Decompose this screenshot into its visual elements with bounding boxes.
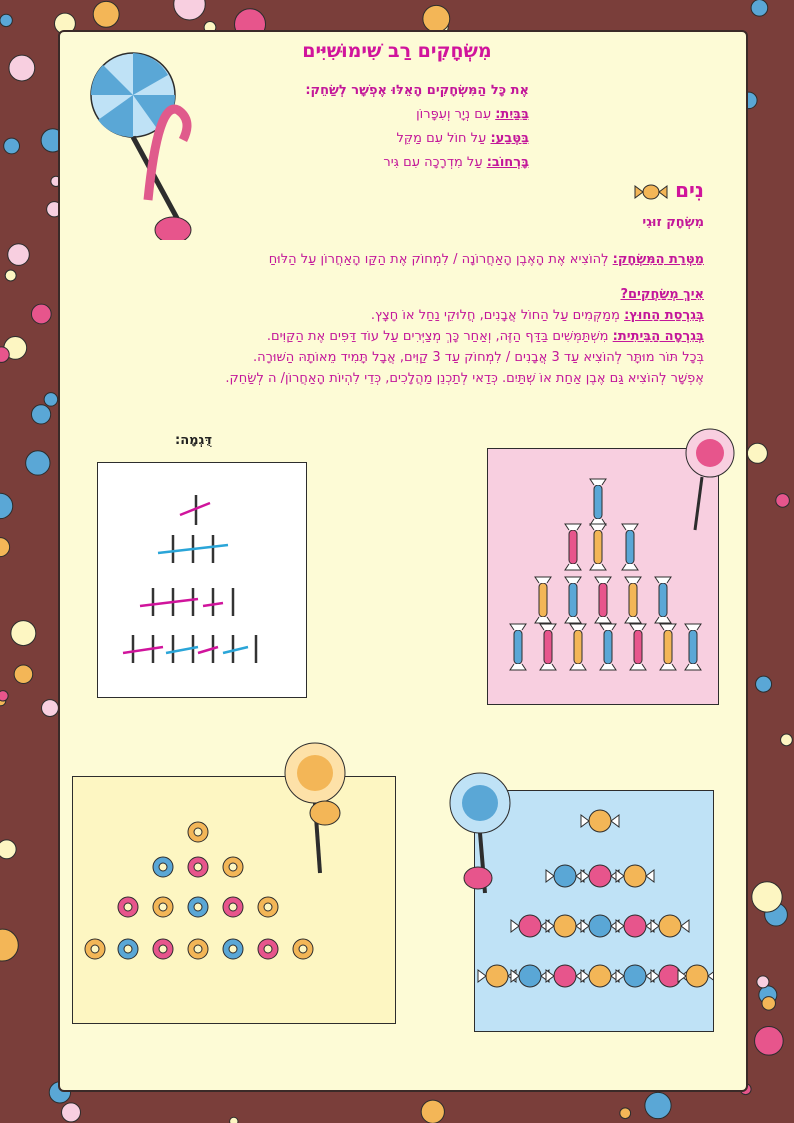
ring-candy	[293, 939, 313, 959]
game-type: מִשְׂחָק זוּגִי	[642, 215, 704, 230]
rule-2: אֶפְשָׁר לְהוֹצִיא גַּם אֶבֶן אַחַת אוֹ שְׁתַּיִם. כְּדַאי לְתַכְנֵן מַהֲלָכִים, כְּדֵי לִהְיוֹת הָאַחֲרוֹן/ ה לְשַׂחֵק.	[225, 371, 704, 386]
candy-dot	[423, 5, 450, 32]
round-candy	[581, 915, 619, 937]
ring-candy	[153, 857, 173, 877]
round-candy	[511, 915, 549, 937]
candy-dot	[11, 621, 36, 646]
wrapped-candy	[685, 624, 701, 670]
round-candy	[616, 915, 654, 937]
candy-dot	[62, 1103, 81, 1122]
lollipop-icon	[680, 425, 740, 535]
ring-candy	[118, 897, 138, 917]
ring-candy	[188, 897, 208, 917]
ring-candy	[118, 939, 138, 959]
round-candy	[511, 965, 549, 987]
rule-1: בְּכָל תּוֹר מוּתָּר לְהוֹצִיא עַד 3 אֲבָנִים / לִמְחוֹק עַד 3 קַוִּים, אֲבָל תָּמִיד מֵאוֹתָהּ הַשּׁוּרָה.	[253, 350, 704, 365]
round-candy	[678, 965, 713, 987]
candy-dot	[751, 0, 768, 16]
candy-dot	[620, 1108, 631, 1119]
ring-candy	[258, 897, 278, 917]
wrapped-candy	[535, 577, 551, 623]
candy-dot	[0, 538, 10, 557]
candy-dot	[26, 451, 50, 475]
candy-dot	[42, 700, 59, 717]
ring-candy	[188, 822, 208, 842]
round-candy	[581, 865, 619, 887]
game-title: נִים	[634, 178, 704, 202]
round-candy	[478, 965, 516, 987]
candy-dot	[0, 493, 13, 518]
ring-candy	[223, 857, 243, 877]
round-candy	[546, 965, 584, 987]
round-candy	[581, 965, 619, 987]
candy-dot	[781, 734, 793, 746]
wrapped-candy	[565, 577, 581, 623]
candy-dot	[747, 443, 767, 463]
example-label: דֻּגְמָה:	[175, 433, 212, 448]
candy-dot	[0, 929, 18, 961]
intro-block	[80, 80, 529, 173]
round-candy	[616, 965, 654, 987]
wrapped-candy	[570, 624, 586, 670]
wrapped-candy	[660, 624, 676, 670]
intro-item-street: בָּרְחוֹב: עַל מִדְרָכָה עִם גִּיר	[383, 155, 529, 170]
wrapped-candy	[625, 577, 641, 623]
ring-candy	[223, 897, 243, 917]
candy-dot	[421, 1100, 444, 1123]
wrapped-candy	[540, 624, 556, 670]
outdoor-version: בְּגִרְסַת הַחוּץ: מְמַקְּמִים עַל הַחוֹל אֲבָנִים, חֲלוּקֵי נַחַל אוֹ חָצָץ.	[370, 308, 704, 323]
lines-drawing	[98, 463, 306, 697]
wrapped-candy	[600, 624, 616, 670]
indoor-version: בְּגִרְסָה הַבֵּיתִית: מִשְׁתַּמְּשִׁים בַּדַּף הַזֶּה, וְאַחַר כָּךְ מְצַיְּרִים עַל עוֹד דַּפִּים אֶת הַקַּוִּים.	[266, 329, 704, 344]
candy-dot	[4, 138, 20, 154]
wrapped-candy	[590, 524, 606, 570]
intro-heading: אֶת כָּל הַמִּשְׂחָקִים הָאֵלּוּ אֶפְשָׁר לְשַׂחֵק:	[305, 83, 529, 98]
candy-icon	[634, 183, 668, 201]
ring-candy	[188, 857, 208, 877]
candy-dot	[230, 1117, 238, 1123]
wrapped-candy	[622, 524, 638, 570]
intro-item-home: בַּבַּיִת: עִם נְיָר וְעִפָּרוֹן	[416, 107, 529, 122]
wrapped-candy	[510, 624, 526, 670]
candy-dot	[752, 882, 782, 912]
ring-candy	[85, 939, 105, 959]
candy-dot	[174, 0, 205, 20]
ring-candy	[188, 939, 208, 959]
candy-dot	[757, 976, 769, 988]
round-candy	[546, 865, 584, 887]
wrapped-candy	[655, 577, 671, 623]
candy-dot	[0, 691, 8, 701]
wrapped-candy	[565, 524, 581, 570]
ring-candy	[258, 939, 278, 959]
howto-heading: אֵיךְ מְשַׂחֲקִים?	[620, 287, 704, 302]
candy-dot	[755, 1027, 784, 1056]
candy-dot	[31, 304, 51, 324]
candy-dot	[31, 405, 50, 424]
round-candy	[651, 915, 689, 937]
candy-dot	[645, 1092, 671, 1118]
candy-dot	[762, 997, 775, 1010]
round-candy	[546, 915, 584, 937]
ring-candy	[223, 939, 243, 959]
ring-candy	[153, 897, 173, 917]
candy-dot	[776, 494, 790, 508]
page-title: מִשְׂחָקִים רַב שִׁימוּשִׁיִּים	[302, 40, 492, 62]
wrapped-candy	[595, 577, 611, 623]
game-block	[80, 212, 704, 389]
round-candy	[616, 865, 654, 887]
candy-dot	[756, 676, 772, 692]
candy-dot	[44, 393, 58, 407]
candy-dot	[93, 1, 119, 27]
round-candy	[581, 810, 619, 832]
lollipop-icon	[270, 738, 360, 878]
example-lines-board	[97, 462, 307, 698]
wrapped-candy	[630, 624, 646, 670]
lollipop-icon	[440, 768, 530, 898]
game-goal: מַטְּרַת הַמִּשְׂחָק: לְהוֹצִיא אֶת הָאֶבֶן הָאַחֲרוֹנָה / לִמְחוֹק אֶת הַקַּו הָאַחֲרוֹן עַל הַלּוּחַ	[268, 252, 704, 267]
intro-item-nature: בַּטֶּבַע: עַל חוֹל עִם מַקֵּל	[396, 131, 529, 146]
wrapped-candy	[590, 479, 606, 525]
candy-dot	[0, 14, 12, 26]
candy-dot	[0, 840, 16, 859]
candy-dot	[14, 665, 33, 684]
candy-dot	[8, 244, 30, 266]
candy-dot	[5, 270, 16, 281]
ring-candy	[153, 939, 173, 959]
